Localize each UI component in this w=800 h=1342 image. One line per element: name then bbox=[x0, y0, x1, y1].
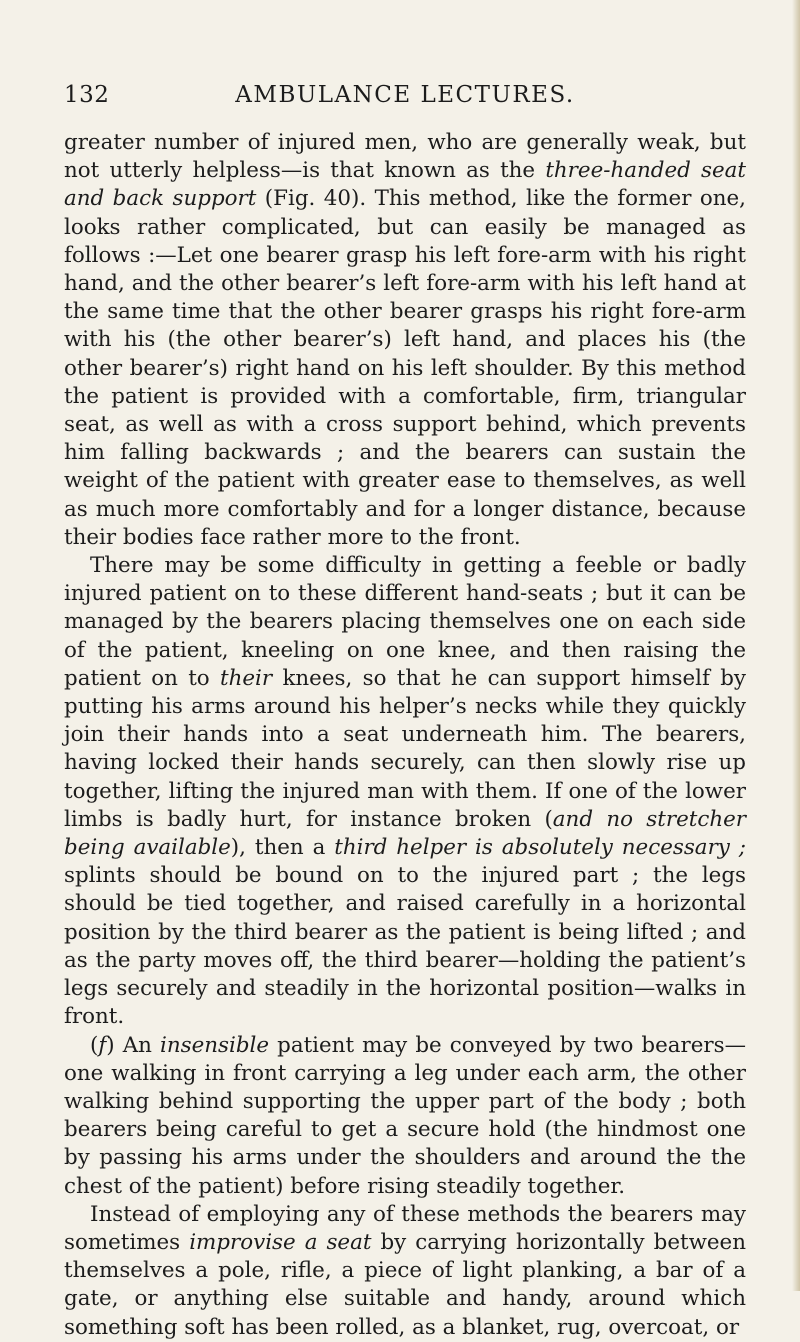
page-number: 132 bbox=[64, 82, 110, 108]
text-run: Instead of employing any of these methods the bearers may sometimes bbox=[64, 1201, 746, 1255]
text-run: ), then a bbox=[230, 835, 335, 861]
paragraph-2 bbox=[64, 552, 746, 1031]
paragraph-1 bbox=[64, 129, 746, 552]
italic-run: three-handed seat and back support bbox=[64, 158, 746, 212]
text-run: knees, so that he can support himself by putting his arms around his helper’s necks while they quickly join their hands into a seat underneath him. The bearers, having locked their hands securely, can then slowly rise up together, lifting the injured man with them. If one of the lower limbs is badly hurt, for instance broken ( bbox=[64, 665, 746, 832]
text-run: ( bbox=[90, 1032, 99, 1058]
running-title: AMBULANCE LECTURES. bbox=[235, 82, 575, 108]
paragraph-3 bbox=[64, 1032, 746, 1201]
italic-run: and no stretcher being available bbox=[64, 806, 746, 861]
text-run: by carrying horizontally between themselves a pole, rifle, a piece of light planking, a bar of a gate, or anything else suitable and handy, around which something soft has been rolled, as a blanket, rug, overcoat, or bbox=[64, 1229, 746, 1340]
running-head bbox=[64, 82, 746, 112]
italic-run: improvise a seat bbox=[189, 1229, 372, 1255]
page-edge-shadow bbox=[792, 0, 800, 1291]
paragraph-4 bbox=[64, 1201, 746, 1342]
italic-run: third helper is absolutely necessary ; bbox=[334, 835, 746, 861]
italic-run: insensible bbox=[160, 1032, 270, 1058]
text-run: ) An bbox=[106, 1032, 161, 1058]
text-run: splints should be bound on to the injured part ; the legs should be tied together, and raised carefully in a horizontal position by the third bearer as the patient is being lifted ; and as the party moves off, the third bearer—holding the patient’s legs securely and steadily in the horizontal position—walks in front. bbox=[64, 863, 746, 1030]
text-run: patient may be conveyed by two bearers— one walking in front carrying a leg under each arm, the other walking behind supporting the upper part of the body ; both bearers being careful to get a secure hold (the hindmost one by passing his arms under the shoulders and around the the chest of the patient) before rising steadily together. bbox=[64, 1032, 746, 1199]
italic-run: their bbox=[220, 665, 273, 691]
text-run: (Fig. 40). This method, like the former one, looks rather complicated, but can easily be managed as follows :—Let one bearer grasp his left fore-arm with his right hand, and the other bearer’s left fore-arm with his left hand at the same time that the other bearer grasps his right fore-arm with his (the other bearer’s) left hand, and places his (the other bearer’s) right hand on his left shoulder. By this method the patient is provided with a comfortable, firm, triangular seat, as well as with a cross support behind, which prevents him falling backwards ; and the bearers can sustain the weight of the patient with greater ease to themselves, as well as much more comfortably and for a longer distance, because their bodies face rather more to the front. bbox=[64, 186, 746, 550]
text-run: greater number of injured men, who are generally weak, but not utterly helpless—is that known as the bbox=[64, 130, 746, 184]
italic-run: f bbox=[98, 1032, 107, 1058]
body-text bbox=[64, 129, 746, 1342]
text-run: There may be some difficulty in getting a feeble or badly injured patient on to these different hand-seats ; but it can be managed by the bearers placing themselves one on each side of the patient, kneeling on one knee, and then raising the patient on to bbox=[64, 553, 746, 691]
book-page bbox=[64, 0, 746, 1340]
